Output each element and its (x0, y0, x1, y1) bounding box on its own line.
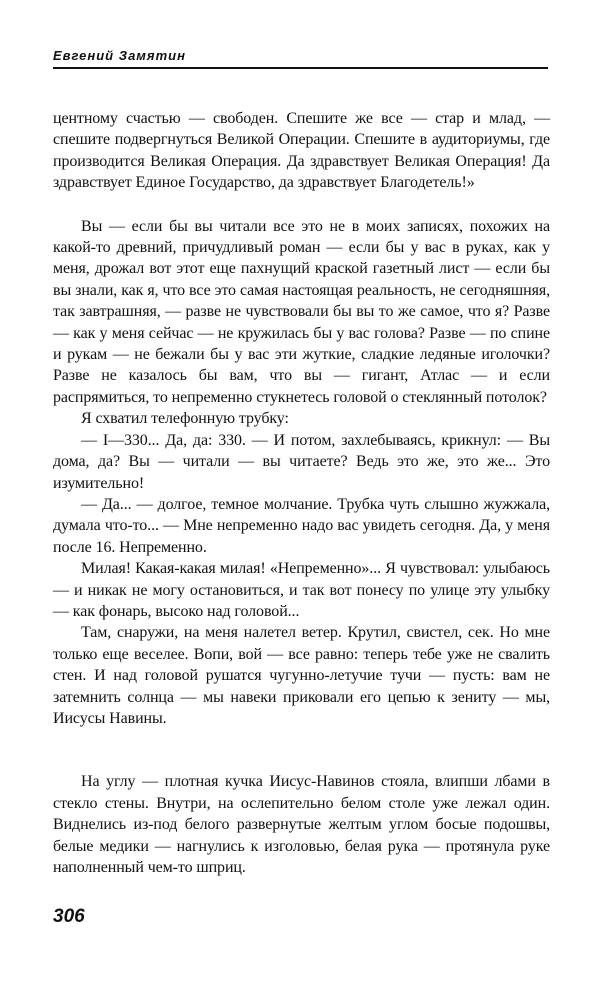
paragraph: — I—330... Да, да: 330. — И потом, захлебываясь, крикнул: — Вы дома, да? Вы — читали — вы читаете? Ведь это же, это же... Это изумительно! (53, 431, 550, 492)
text-section-3 (53, 771, 550, 878)
paragraph: Вы — если бы вы читали все это не в моих записях, похожих на какой-то древний, причудливый роман — если бы у вас в руках, как у меня, дрожал вот этот еще пахнущий краской газетный лист — если бы вы знали, как я, что все это самая настоящая реальность, не сегодняшняя, так завтрашняя, — разве не чувствовали бы вы то же самое, что я? Разве — как у меня сейчас — не кружилась бы у вас голова? Разве — по спине и рукам — не бежали бы у вас эти жуткие, сладкие ледяные иголочки? Разве не казалось бы вам, что вы — гигант, Атлас — и если распрямиться, то непременно стукнетесь головой о стеклянный потолок? (53, 217, 550, 406)
section-gap (53, 729, 550, 771)
text-section-2 (53, 216, 550, 730)
running-head-author: Евгений Замятин (53, 48, 186, 63)
text-section-1 (53, 108, 550, 194)
paragraph: Я схватил телефонную трубку: (81, 410, 289, 428)
section-gap (53, 194, 550, 216)
paragraph: Милая! Какая-какая милая! «Непременно»... Я чувствовал: улыбаюсь — и никак не могу остановиться, и так вот понесу по улице эту улыбку — как фонарь, высоко над головой... (53, 560, 550, 620)
page-body (53, 108, 550, 878)
paragraph: На углу — плотная кучка Иисус-Навинов стояла, влипши лбами в стекло стены. Внутри, на ослепительно белом столе уже лежал один. Виднелись из-под белого развернутые желтым углом босые подошвы, белые медики — нагнулись к изголовью, белая рука — протянула руке наполненный чем-то шприц. (53, 773, 550, 876)
paragraph: — Да... — долгое, темное молчание. Трубка чуть слышно жужжала, думала что-то... — Мне непременно надо вас увидеть сегодня. Да, у меня после 16. Непременно. (53, 495, 550, 556)
page-header (53, 48, 548, 69)
paragraph: Там, снаружи, на меня налетел ветер. Крутил, свистел, сек. Но мне только еще веселее. Вопи, вой — все равно: теперь тебе уже не свалить стен. И над головой рушатся чугунно-летучие тучи — пусть: вам не затемнить солнца — мы навеки приковали его цепью к зениту — мы, Иисусы Навины. (53, 624, 550, 727)
page-number: 306 (53, 906, 85, 927)
paragraph: центному счастью — свободен. Спешите же все — стар и млад, — спешите подвергнуться Великой Операции. Спешите в аудиториумы, где производится Великая Операция. Да здравствует Великая Операция! Да здравствует Единое Государство, да здравствует Благодетель!» (53, 110, 550, 192)
header-rule (53, 67, 548, 69)
